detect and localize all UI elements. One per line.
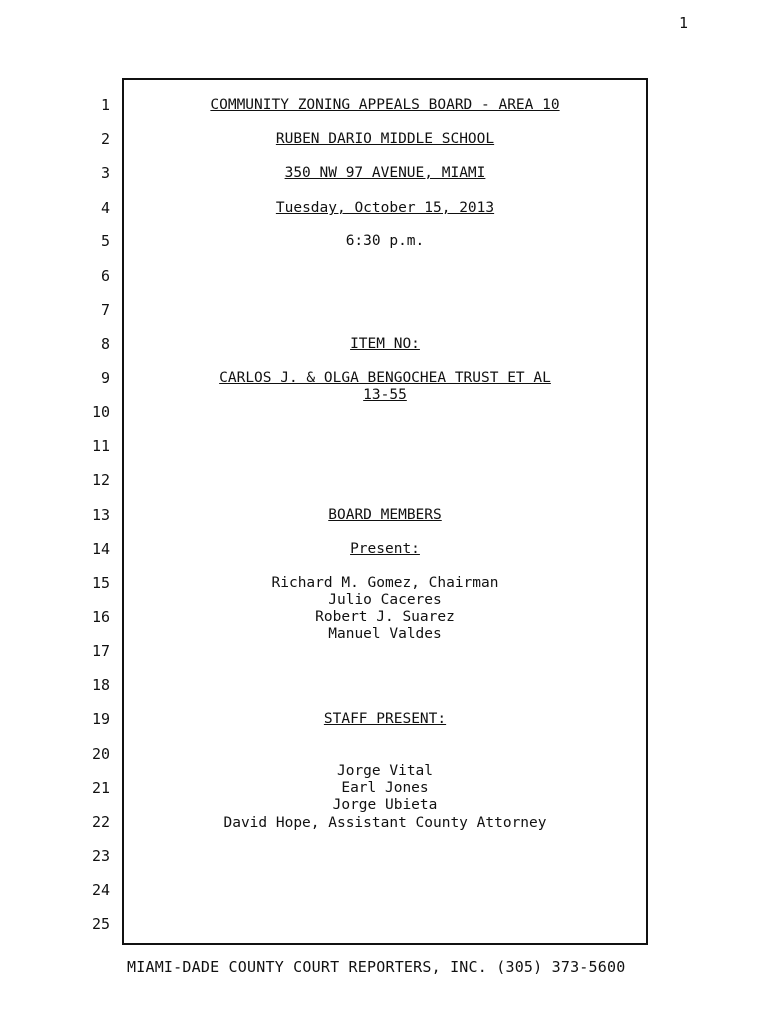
location: RUBEN DARIO MIDDLE SCHOOL [275, 131, 495, 147]
hearing-date: Tuesday, October 15, 2013 [275, 200, 495, 216]
staff-member: David Hope, Assistant County Attorney [223, 815, 547, 831]
address: 350 NW 97 AVENUE, MIAMI [284, 165, 486, 181]
line-number: 6 [100, 267, 110, 285]
staff-member: Earl Jones [341, 780, 429, 796]
board-members-heading: BOARD MEMBERS [328, 507, 442, 523]
line-number: 22 [91, 813, 110, 831]
board-member: Robert J. Suarez [315, 609, 455, 625]
page-number: 1 [678, 14, 688, 32]
line-number: 23 [91, 847, 110, 865]
line-number: 24 [91, 881, 110, 899]
item-name: CARLOS J. & OLGA BENGOCHEA TRUST ET AL [219, 370, 551, 386]
item-number: 13-55 [363, 387, 407, 403]
present-heading: Present: [350, 541, 420, 557]
line-number: 10 [91, 403, 110, 421]
line-number: 1 [100, 96, 110, 114]
line-number: 16 [91, 608, 110, 626]
line-number: 2 [100, 130, 110, 148]
board-member: Manuel Valdes [328, 626, 442, 642]
line-number: 12 [91, 471, 110, 489]
line-number: 5 [100, 232, 110, 250]
board-member: Richard M. Gomez, Chairman [271, 575, 499, 591]
line-number: 15 [91, 574, 110, 592]
item-heading: ITEM NO: [350, 336, 420, 352]
staff-heading: STAFF PRESENT: [323, 711, 447, 727]
line-number: 9 [100, 369, 110, 387]
board-title: COMMUNITY ZONING APPEALS BOARD - AREA 10 [210, 97, 560, 113]
line-number: 25 [91, 915, 110, 933]
line-number: 11 [91, 437, 110, 455]
staff-member: Jorge Vital [336, 763, 434, 779]
board-member: Julio Caceres [328, 592, 442, 608]
line-number: 8 [100, 335, 110, 353]
line-number: 17 [91, 642, 110, 660]
line-number: 21 [91, 779, 110, 797]
line-number: 3 [100, 164, 110, 182]
line-number: 14 [91, 540, 110, 558]
line-number: 20 [91, 745, 110, 763]
line-number: 4 [100, 199, 110, 217]
line-number: 13 [91, 506, 110, 524]
line-number: 18 [91, 676, 110, 694]
line-number: 7 [100, 301, 110, 319]
footer-court-reporters: MIAMI-DADE COUNTY COURT REPORTERS, INC. (305) 373-5600 [127, 958, 626, 976]
staff-member: Jorge Ubieta [332, 797, 438, 813]
hearing-time: 6:30 p.m. [345, 233, 425, 249]
line-number: 19 [91, 710, 110, 728]
